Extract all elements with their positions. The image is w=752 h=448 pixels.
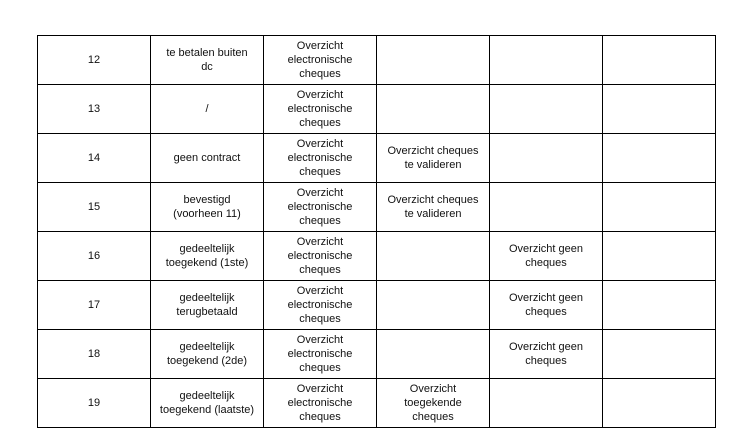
status-table — [37, 35, 716, 428]
status-cell — [151, 281, 264, 330]
validation-cell — [377, 134, 490, 183]
overview-cell — [264, 330, 377, 379]
overview-cell — [264, 85, 377, 134]
status-cell — [151, 330, 264, 379]
status-text: / — [205, 103, 209, 115]
validation-cell — [377, 330, 490, 379]
row-number: 18 — [87, 348, 101, 360]
row-number: 14 — [87, 152, 101, 164]
validation-text: Overzicht cheques te valideren — [387, 145, 479, 171]
table-row — [38, 183, 716, 232]
no-cheques-cell — [490, 183, 603, 232]
overview-cell — [264, 183, 377, 232]
overview-text: Overzicht electronische cheques — [287, 383, 353, 423]
table-row — [38, 134, 716, 183]
overview-cell — [264, 281, 377, 330]
validation-cell — [377, 85, 490, 134]
validation-cell — [377, 232, 490, 281]
row-number-cell — [38, 379, 151, 428]
status-cell — [151, 379, 264, 428]
status-text: geen contract — [173, 152, 241, 164]
overview-cell — [264, 36, 377, 85]
row-number: 13 — [87, 103, 101, 115]
overview-text: Overzicht electronische cheques — [287, 89, 353, 129]
empty-cell — [603, 379, 716, 428]
no-cheques-text: Overzicht geen cheques — [509, 243, 583, 269]
status-cell — [151, 85, 264, 134]
empty-cell — [603, 183, 716, 232]
no-cheques-text: Overzicht geen cheques — [509, 292, 583, 318]
status-text: gedeeltelijk terugbetaald — [176, 292, 238, 318]
row-number: 16 — [87, 250, 101, 262]
no-cheques-text: Overzicht geen cheques — [509, 341, 583, 367]
empty-cell — [603, 134, 716, 183]
table-row — [38, 85, 716, 134]
row-number-cell — [38, 232, 151, 281]
table-row — [38, 330, 716, 379]
no-cheques-cell — [490, 232, 603, 281]
status-cell — [151, 232, 264, 281]
status-cell — [151, 36, 264, 85]
status-text: gedeeltelijk toegekend (1ste) — [165, 243, 249, 269]
validation-text: Overzicht toegekende cheques — [404, 383, 462, 423]
status-text: gedeeltelijk toegekend (laatste) — [159, 390, 255, 416]
table-row — [38, 281, 716, 330]
row-number-cell — [38, 183, 151, 232]
table-row — [38, 36, 716, 85]
overview-text: Overzicht electronische cheques — [287, 285, 353, 325]
status-text: te betalen buiten dc — [166, 47, 248, 73]
row-number-cell — [38, 36, 151, 85]
row-number: 15 — [87, 201, 101, 213]
empty-cell — [603, 85, 716, 134]
status-text: gedeeltelijk toegekend (2de) — [166, 341, 248, 367]
no-cheques-cell — [490, 134, 603, 183]
overview-text: Overzicht electronische cheques — [287, 236, 353, 276]
row-number: 19 — [87, 397, 101, 409]
row-number-cell — [38, 85, 151, 134]
overview-cell — [264, 379, 377, 428]
row-number: 17 — [87, 299, 101, 311]
overview-text: Overzicht electronische cheques — [287, 187, 353, 227]
no-cheques-cell — [490, 36, 603, 85]
validation-cell — [377, 183, 490, 232]
row-number-cell — [38, 330, 151, 379]
validation-text: Overzicht cheques te valideren — [387, 194, 479, 220]
status-cell — [151, 183, 264, 232]
validation-cell — [377, 281, 490, 330]
empty-cell — [603, 232, 716, 281]
status-cell — [151, 134, 264, 183]
empty-cell — [603, 330, 716, 379]
validation-cell — [377, 379, 490, 428]
status-table-container — [37, 35, 715, 428]
no-cheques-cell — [490, 85, 603, 134]
row-number-cell — [38, 281, 151, 330]
overview-text: Overzicht electronische cheques — [287, 334, 353, 374]
overview-text: Overzicht electronische cheques — [287, 138, 353, 178]
empty-cell — [603, 281, 716, 330]
overview-text: Overzicht electronische cheques — [287, 40, 353, 80]
no-cheques-cell — [490, 379, 603, 428]
overview-cell — [264, 134, 377, 183]
no-cheques-cell — [490, 281, 603, 330]
status-text: bevestigd (voorheen 11) — [173, 194, 241, 220]
empty-cell — [603, 36, 716, 85]
table-row — [38, 379, 716, 428]
validation-cell — [377, 36, 490, 85]
row-number: 12 — [87, 54, 101, 66]
table-row — [38, 232, 716, 281]
row-number-cell — [38, 134, 151, 183]
overview-cell — [264, 232, 377, 281]
no-cheques-cell — [490, 330, 603, 379]
